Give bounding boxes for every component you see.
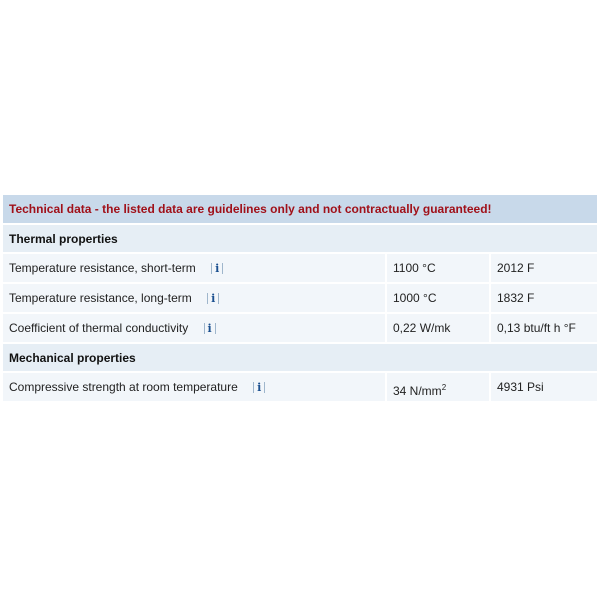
- property-cell: [3, 373, 387, 403]
- metric-value: 1100 °C: [387, 254, 491, 284]
- metric-value: 1000 °C: [387, 284, 491, 314]
- property-label: Temperature resistance, short-term: [9, 261, 196, 275]
- imperial-value: 0,13 btu/ft h °F: [491, 314, 597, 344]
- imperial-value: 4931 Psi: [491, 373, 597, 403]
- section-title-thermal: Thermal properties: [3, 225, 597, 254]
- section-row-thermal: [3, 225, 597, 254]
- imperial-value: 2012 F: [491, 254, 597, 284]
- property-label: Compressive strength at room temperature: [9, 380, 238, 394]
- property-label: Coefficient of thermal conductivity: [9, 321, 189, 335]
- table-row: [3, 314, 597, 344]
- table-row: [3, 373, 597, 403]
- metric-number: [393, 384, 446, 398]
- table-row: [3, 254, 597, 284]
- imperial-value: 1832 F: [491, 284, 597, 314]
- info-icon[interactable]: i: [211, 263, 223, 274]
- unit-superscript: 2: [441, 382, 447, 392]
- property-label: Temperature resistance, long-term: [9, 291, 192, 305]
- metric-value: 0,22 W/mk: [387, 314, 491, 344]
- section-row-mechanical: [3, 344, 597, 373]
- info-icon[interactable]: i: [204, 323, 216, 334]
- table-row: [3, 284, 597, 314]
- property-cell: [3, 284, 387, 314]
- info-icon[interactable]: i: [253, 382, 265, 393]
- metric-value-text: 34 N/mm: [393, 383, 442, 398]
- disclaimer-text: Technical data - the listed data are guidelines only and not contractually guaranteed!: [3, 195, 597, 225]
- metric-value: [387, 373, 491, 403]
- info-icon[interactable]: i: [207, 293, 219, 304]
- property-cell: [3, 254, 387, 284]
- property-cell: [3, 314, 387, 344]
- section-title-mechanical: Mechanical properties: [3, 344, 597, 373]
- technical-data-table: [3, 195, 597, 403]
- disclaimer-row: [3, 195, 597, 225]
